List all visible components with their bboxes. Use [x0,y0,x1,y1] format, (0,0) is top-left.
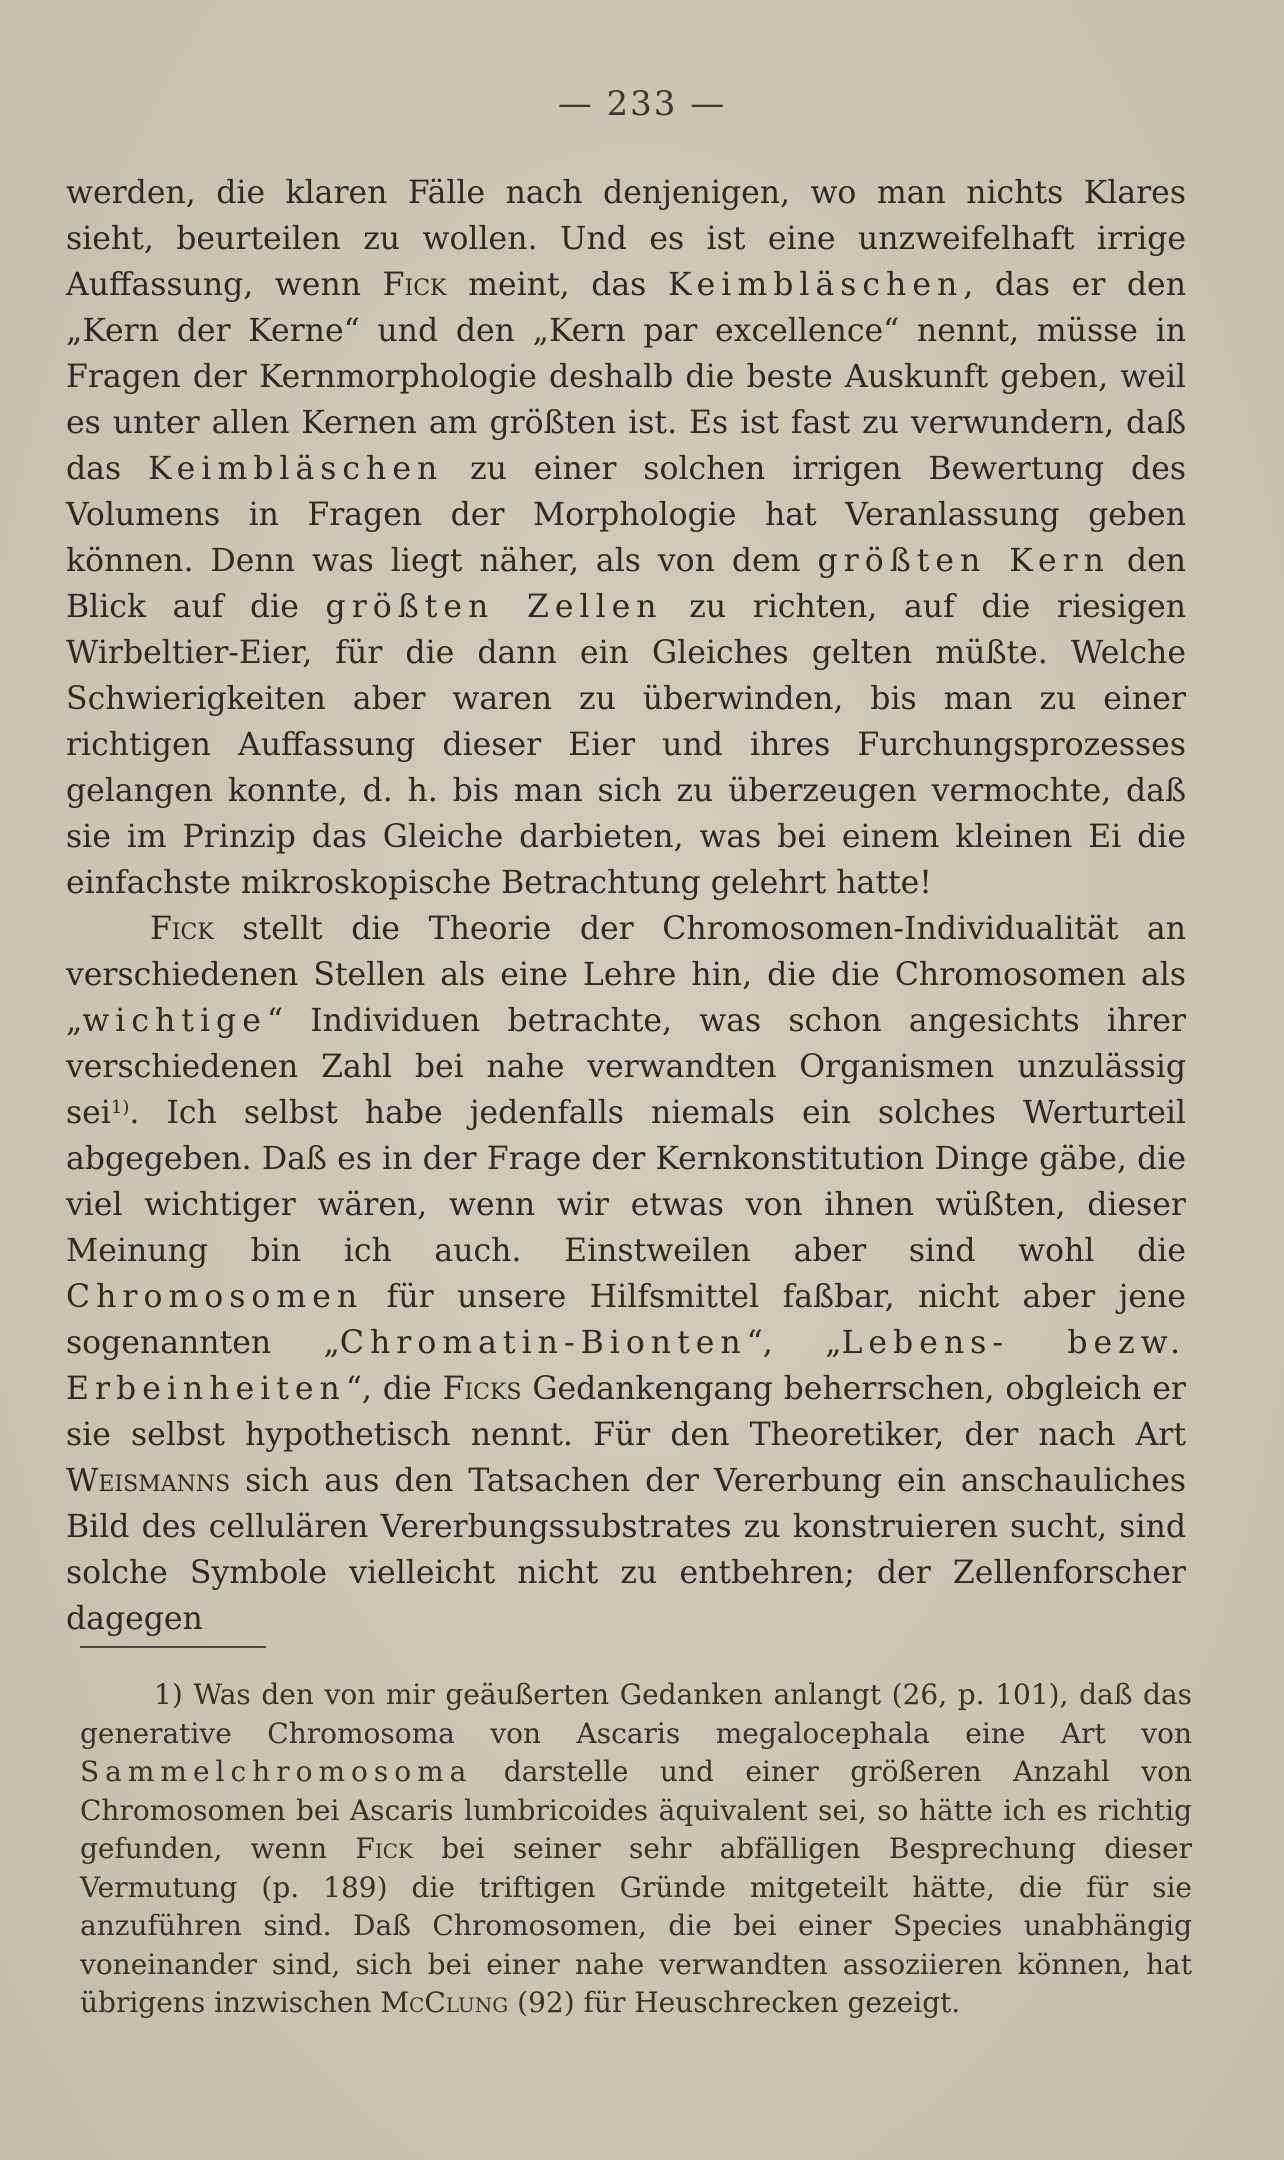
spaced-emphasis: wichtige [82,1003,267,1039]
footnote-divider [80,1646,266,1648]
spaced-emphasis: Sammelchromosoma [80,1755,473,1788]
text-run: “, die [345,1371,443,1407]
text-run: 1) Was den von mir geäußerten Gedanken anlangt (26, p. 101), daß das generative Chromosoma von Ascaris megalocephala eine Art von [80,1678,1192,1750]
footnote [80,1676,1192,2023]
text-run: darstelle und einer größeren Anzahl von Chromosomen bei Ascaris lumbricoides äquivalent sei, so hätte ich es richtig gefunden, wenn [80,1755,1192,1865]
spaced-emphasis: Chromosomen [66,1279,364,1315]
spaced-emphasis: Lebens- bezw. Erbeinheiten [66,1325,1186,1407]
text-run: zu richten, auf die riesigen Wirbeltier-Eier, für die dann ein Gleiches gelten müßte. Welche Schwierigkeiten aber waren zu überwinden, bis man zu einer richtigen Auffassung dieser Eier und ihres Furchungsprozesses gelangen konnte, d. h. bis man sich zu überzeugen vermochte, daß sie im Prinzip das Gleiche darbieten, was bei einem kleinen Ei die einfachste mikroskopische Betrachtung gelehrt hatte! [66,589,1187,901]
small-caps-name: Weismanns [66,1463,231,1499]
small-caps-name: Fick [355,1832,413,1865]
text-run: sich aus den Tatsachen der Vererbung ein anschauliches Bild des cellulären Vererbungssubstrates zu konstruieren sucht, sind solche Symbole vielleicht nicht zu entbehren; der Zellenforscher dagegen [66,1463,1186,1637]
footnote-marker: 1) [110,1097,130,1118]
text-run: für unsere Hilfsmittel faßbar, nicht aber jene sogenannten „ [66,1279,1186,1361]
footnote-text [80,1676,1192,2023]
text-run: (92) für Heuschrecken gezeigt. [508,1986,961,2019]
text-run: meint, das [446,267,668,303]
text-run: stellt die Theorie der Chromosomen-Individualität an verschiedenen Stellen als eine Lehre hin, die die Chromosomen als „ [66,911,1186,1039]
main-text [66,170,1186,1642]
spaced-emphasis: größten Kern [817,543,1110,579]
text-run: “, „ [746,1325,842,1361]
text-run: den Blick auf die [66,543,1187,625]
spaced-emphasis: größten Zellen [325,589,663,625]
small-caps-name: Fick [150,911,214,947]
text-run: . Ich selbst habe jedenfalls niemals ein solches Werturteil abgegeben. Daß es in der Frage der Kernkonstitution Dinge gäbe, die viel wichtiger wären, wenn wir etwas von ihnen wüßten, dieser Meinung bin ich auch. Einstweilen aber sind wohl die [66,1095,1186,1269]
text-run: bei seiner sehr abfälligen Besprechung dieser Vermutung (p. 189) die triftigen Gründe mitgeteilt hätte, die für sie anzuführen sind. Daß Chromosomen, die bei einer Species unabhängig voneinander sind, sich bei einer nahe verwandten assoziieren können, hat übrigens inzwischen [80,1832,1192,2019]
paragraph-2 [66,906,1186,1642]
small-caps-name: McClung [380,1986,509,2019]
page-number: — 233 — [557,84,727,124]
small-caps-name: Fick [382,267,447,303]
paragraph-1 [66,170,1186,906]
text-run: werden, die klaren Fälle nach denjenigen, wo man nichts Klares sieht, beurteilen zu wollen. Und es ist eine unzweifelhaft irrige Auffassung, wenn [66,175,1186,303]
text-run: zu einer solchen irrigen Bewertung des Volumens in Fragen der Morphologie hat Veranlassung geben können. Denn was liegt näher, als von dem [66,451,1187,579]
text-run: “ Individuen betrachte, was schon angesichts ihrer verschiedenen Zahl bei nahe verwandten Organismen unzulässig sei [66,1003,1186,1131]
text-run: Gedankengang beherrschen, obgleich er sie selbst hypothetisch nennt. Für den Theoretiker, der nach Art [66,1371,1186,1453]
small-caps-name: Ficks [442,1371,522,1407]
spaced-emphasis: Keimbläschen [667,267,964,303]
spaced-emphasis: Keimbläschen [147,451,444,487]
spaced-emphasis: Chromatin-Bionten [339,1325,747,1361]
text-run: , das er den „Kern der Kerne“ und den „Kern par excellence“ nennt, müsse in Fragen der Kernmorphologie deshalb die beste Auskunft geben, weil es unter allen Kernen am größten ist. Es ist fast zu verwundern, daß das [66,267,1186,487]
